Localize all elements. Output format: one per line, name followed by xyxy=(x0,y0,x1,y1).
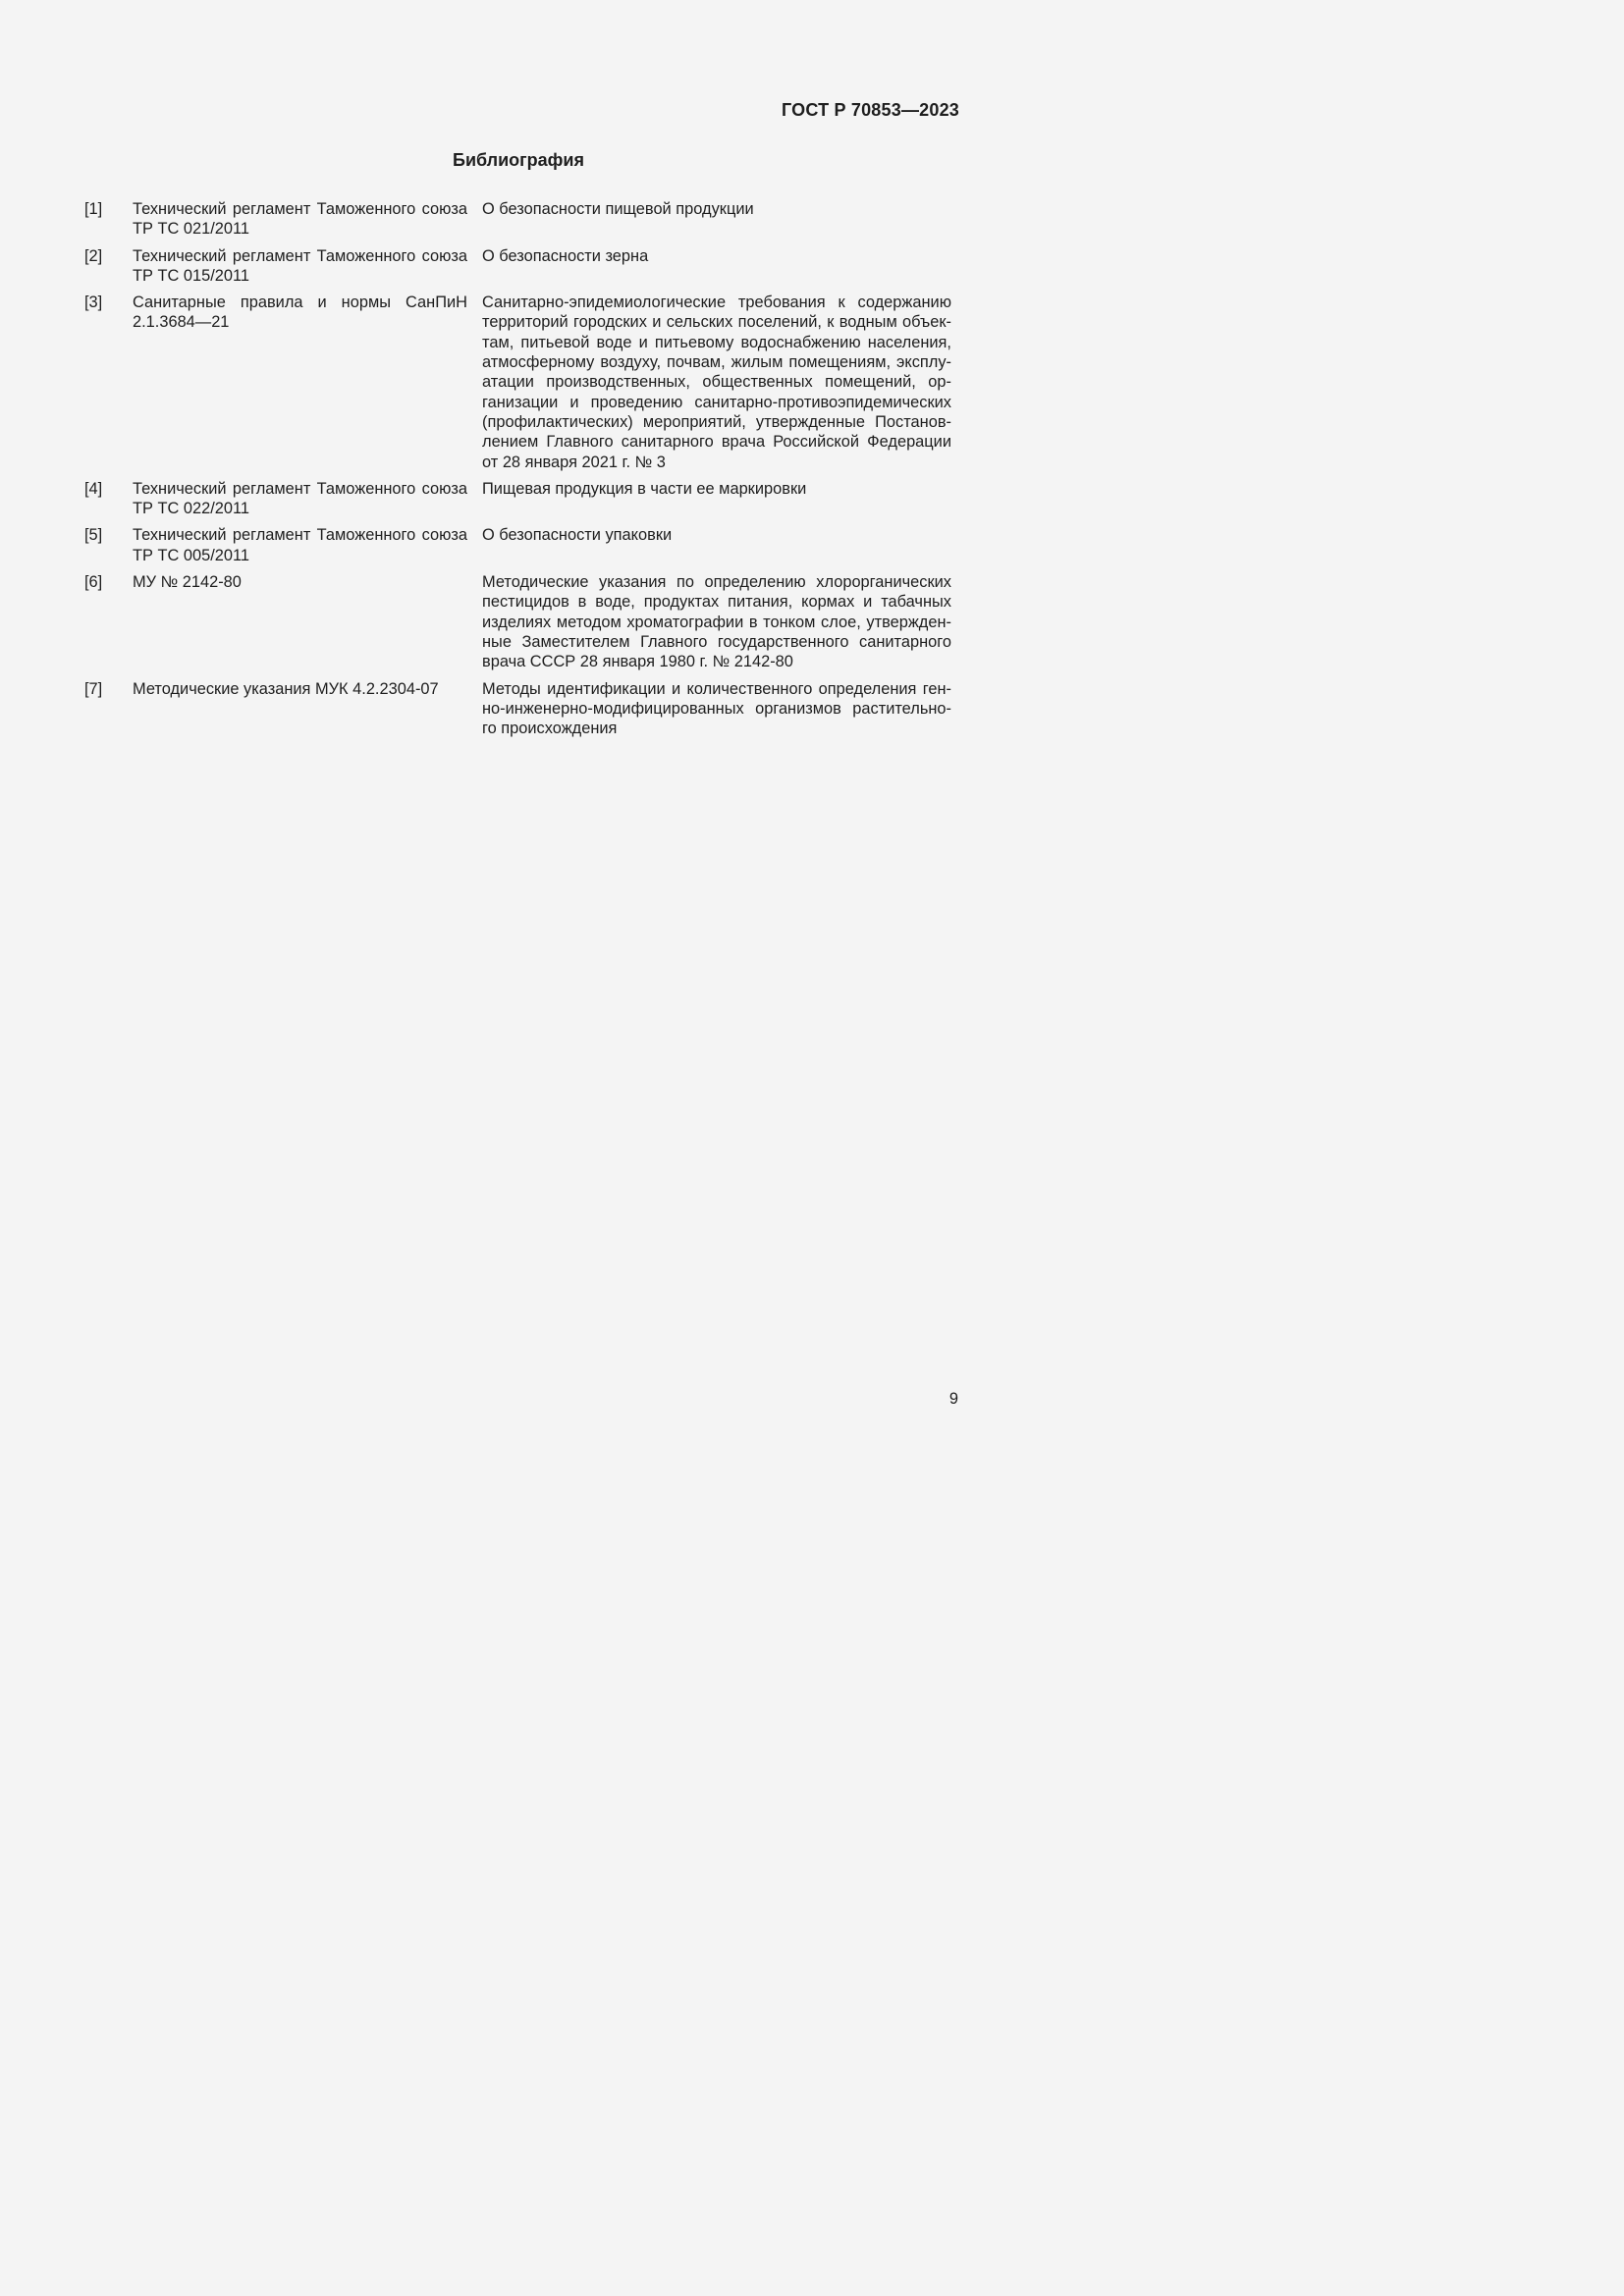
bibliography-entry xyxy=(84,679,952,739)
entry-description: Методические указания по определению хлорорганических пестицидов в воде, продуктах питания, кормах и табачных изделиях методом хроматографии в тонком слое, утвержден-ные Заместителем Главного государственного санитарного врача СССР 28 января 1980 г. № 2142-80 xyxy=(482,573,951,671)
entry-number: [3] xyxy=(84,294,103,312)
page-title: Библиография xyxy=(453,150,584,170)
entry-source: МУ № 2142-80 xyxy=(133,573,242,592)
entry-source: Технический регламент Таможенного союза ТР ТС 005/2011 xyxy=(133,526,467,564)
entry-number: [5] xyxy=(84,526,103,545)
bibliography-entry xyxy=(84,246,952,287)
entry-number: [2] xyxy=(84,246,103,265)
entry-source: Методические указания МУК 4.2.2304-07 xyxy=(133,679,439,698)
standard-code: ГОСТ Р 70853—2023 xyxy=(781,100,959,120)
entry-description: Пищевая продукция в части ее маркировки xyxy=(482,479,807,498)
entry-source: Санитарные правила и нормы СанПиН 2.1.3684—21 xyxy=(133,294,467,332)
entry-source: Технический регламент Таможенного союза ТР ТС 015/2011 xyxy=(133,246,467,285)
entry-description: О безопасности зерна xyxy=(482,246,649,265)
entry-number: [1] xyxy=(84,200,103,218)
bibliography-entry xyxy=(84,293,952,472)
bibliography-entry xyxy=(84,199,952,240)
entry-number: [7] xyxy=(84,679,103,698)
document-page xyxy=(0,0,1089,1539)
entry-description: Санитарно-эпидемиологические требования к содержанию территорий городских и сельских поселений, к водным объек-там, питьевой воде и питьевому водоснабжению населения, атмосферному воздуху, почвам, жилым помещениям, эксплу-атации производственных, общественных помещений, ор-ганизации и проведению санитарно-противоэпидемических (профилактических) мероприятий, утвержденные Постанов-лением Главного санитарного врача Российской Федерации от 28 января 2021 г. № 3 xyxy=(482,294,951,471)
entry-description: Методы идентификации и количественного определения ген-но-инженерно-модифицированных организмов растительно-го происхождения xyxy=(482,679,951,738)
bibliography-list xyxy=(84,199,952,745)
entry-description: О безопасности пищевой продукции xyxy=(482,200,754,218)
bibliography-entry xyxy=(84,525,952,565)
entry-source: Технический регламент Таможенного союза ТР ТС 022/2011 xyxy=(133,479,467,518)
entry-number: [6] xyxy=(84,573,103,592)
bibliography-entry xyxy=(84,479,952,519)
entry-description: О безопасности упаковки xyxy=(482,526,673,545)
entry-source: Технический регламент Таможенного союза ТР ТС 021/2011 xyxy=(133,200,467,239)
entry-number: [4] xyxy=(84,479,103,498)
bibliography-entry xyxy=(84,572,952,671)
page-number: 9 xyxy=(948,1390,958,1408)
